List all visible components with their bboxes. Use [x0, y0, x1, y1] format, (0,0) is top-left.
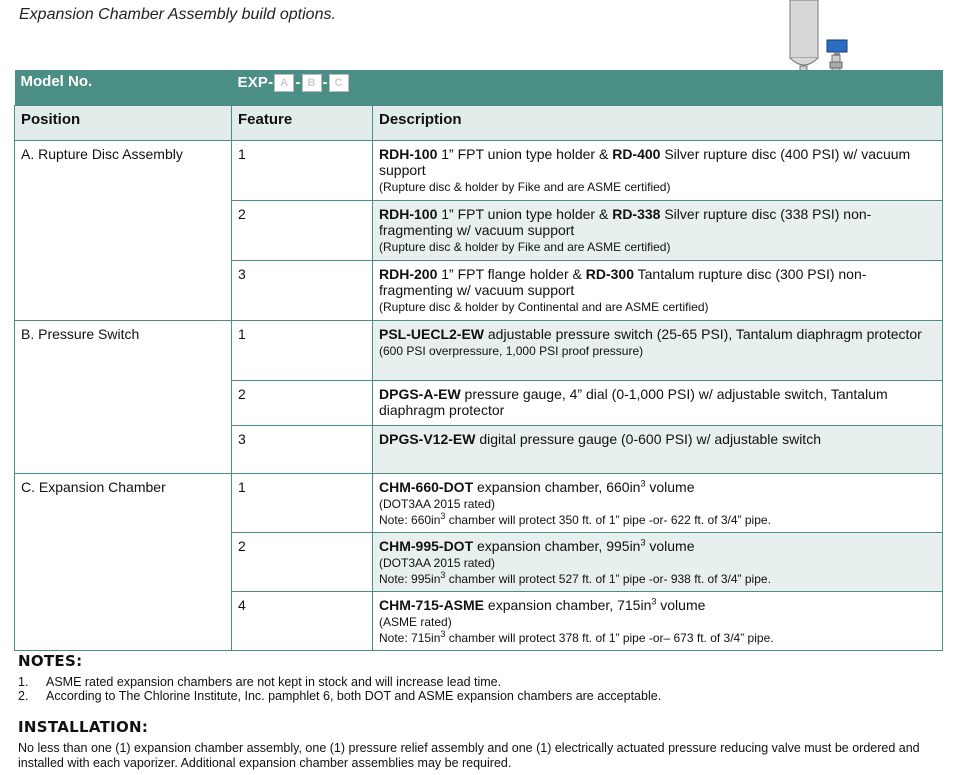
description-cell: CHM-660-DOT expansion chamber, $660in^3$ volume (DOT3AA 2015 rated) Note: $660in^3$ chamber will protect 350 ft. of 1” pipe -or- 622 ft. of 3/4” pipe. [373, 474, 943, 533]
description-cell: RDH-200 1” FPT flange holder & RD-300 Tantalum rupture disc (300 PSI) non-fragmenting w/ vacuum support (Rupture disc & holder by Continental and are ASME certified) [373, 261, 943, 321]
position-cell: C. Expansion Chamber [15, 474, 232, 651]
note-item: 1. ASME rated expansion chambers are not kept in stock and will increase lead time. [18, 675, 502, 689]
model-box-c: C [329, 74, 349, 92]
model-box-a: A [274, 74, 294, 92]
note-item: 2. According to The Chlorine Institute, Inc. pamphlet 6, both DOT and ASME expansion chambers are acceptable. [18, 689, 662, 703]
position-cell: B. Pressure Switch [15, 321, 232, 474]
feature-cell: 3 [232, 426, 373, 474]
description-cell: CHM-715-ASME expansion chamber, $715in^3$ volume (ASME rated) Note: $715in^3$ chamber will protect 378 ft. of 1” pipe -or– 673 ft. of 3/4” pipe. [373, 592, 943, 651]
description-cell: CHM-995-DOT expansion chamber, $995in^3$ volume (DOT3AA 2015 rated) Note: $995in^3$ chamber will protect 527 ft. of 1” pipe -or- 938 ft. of 3/4” pipe. [373, 533, 943, 592]
build-options-table [14, 70, 943, 651]
description-cell: DPGS-V12-EW digital pressure gauge (0-600 PSI) w/ adjustable switch [373, 426, 943, 474]
feature-cell: 1 [232, 474, 373, 533]
feature-cell: 2 [232, 201, 373, 261]
feature-cell: 4 [232, 592, 373, 651]
header-position: Position [15, 106, 232, 141]
installation-text: No less than one (1) expansion chamber assembly, one (1) pressure relief assembly and one (1) electrically actuated pressure reducing valve must be ordered and installed with each vaporizer. Additional expansion chamber assemblies may be required. [18, 741, 920, 770]
feature-cell: 3 [232, 261, 373, 321]
table-row [15, 141, 943, 201]
description-cell: RDH-100 1” FPT union type holder & RD-400 Silver rupture disc (400 PSI) w/ vacuum support (Rupture disc & holder by Fike and are ASME certified) [373, 141, 943, 201]
table-row [15, 321, 943, 381]
feature-cell: 1 [232, 141, 373, 201]
header-description: Description [373, 106, 943, 141]
description-cell: PSL-UECL2-EW adjustable pressure switch (25-65 PSI), Tantalum diaphragm protector (600 PSI overpressure, 1,000 PSI proof pressure) [373, 321, 943, 381]
installation-heading: INSTALLATION: [18, 718, 149, 736]
model-number-row [15, 70, 943, 106]
table-row [15, 474, 943, 533]
feature-cell: 1 [232, 321, 373, 381]
model-code: EXP- A - B - C [232, 70, 943, 106]
notes-list [18, 675, 661, 703]
model-box-b: B [302, 74, 322, 92]
intro-text: Expansion Chamber Assembly build options. [19, 6, 336, 23]
model-label: Model No. [15, 70, 232, 106]
feature-cell: 2 [232, 381, 373, 426]
table-header-row [15, 106, 943, 141]
position-cell: A. Rupture Disc Assembly [15, 141, 232, 321]
description-cell: DPGS-A-EW pressure gauge, 4” dial (0-1,000 PSI) w/ adjustable switch, Tantalum diaphragm protector [373, 381, 943, 426]
notes-heading: NOTES: [18, 652, 83, 670]
feature-cell: 2 [232, 533, 373, 592]
description-cell: RDH-100 1” FPT union type holder & RD-338 Silver rupture disc (338 PSI) non-fragmenting w/ vacuum support (Rupture disc & holder by Fike and are ASME certified) [373, 201, 943, 261]
header-feature: Feature [232, 106, 373, 141]
